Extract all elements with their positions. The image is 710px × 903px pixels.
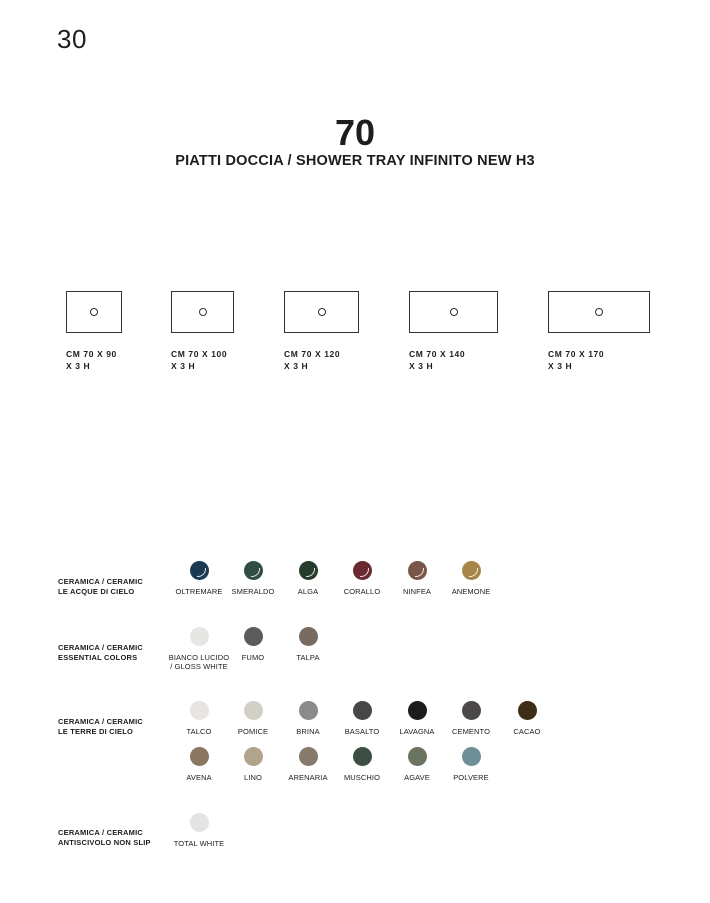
- color-name: AVENA: [186, 773, 212, 782]
- color-name: TALPA: [296, 653, 320, 662]
- tray-drawing-70x140: [409, 291, 498, 333]
- finish-group-label: CERAMICA / CERAMIC ANTISCIVOLO NON SLIP: [58, 828, 151, 847]
- color-dot: [190, 747, 209, 766]
- color-name: CORALLO: [343, 587, 381, 596]
- color-swatch: [431, 561, 511, 596]
- tray-size-label: CM 70 X 120 X 3 H: [284, 349, 341, 371]
- model-code: 70: [334, 112, 376, 153]
- color-name: CEMENTO: [451, 727, 491, 736]
- color-name: NINFEA: [402, 587, 432, 596]
- color-name: TOTAL WHITE: [173, 839, 225, 848]
- color-name: BASALTO: [344, 727, 380, 736]
- color-name: BIANCO LUCIDO / GLOSS WHITE: [168, 653, 230, 671]
- tray-drawing-70x170: [548, 291, 650, 333]
- color-dot: [518, 701, 537, 720]
- tray-size-label: CM 70 X 100 X 3 H: [171, 349, 228, 371]
- color-name: BRINA: [296, 727, 320, 736]
- color-swatch: [431, 747, 511, 782]
- color-dot: [244, 747, 263, 766]
- color-swatch: [268, 627, 348, 662]
- drain-icon: [595, 308, 603, 316]
- color-name: ALGA: [297, 587, 319, 596]
- color-dot: [462, 561, 481, 580]
- color-dot: [353, 701, 372, 720]
- tray-drawing-70x100: [171, 291, 234, 333]
- color-name: LAVAGNA: [399, 727, 435, 736]
- page-title: PIATTI DOCCIA / SHOWER TRAY INFINITO NEW H3: [175, 153, 535, 169]
- color-dot: [244, 627, 263, 646]
- finish-group-label: CERAMICA / CERAMIC LE TERRE DI CIELO: [58, 717, 143, 736]
- color-dot: [244, 701, 263, 720]
- color-swatch: [159, 813, 239, 848]
- drain-icon: [90, 308, 98, 316]
- color-name: FUMO: [241, 653, 265, 662]
- color-name: POLVERE: [453, 773, 489, 782]
- color-dot: [190, 561, 209, 580]
- color-dot: [190, 701, 209, 720]
- color-dot: [299, 561, 318, 580]
- tray-size-label: CM 70 X 140 X 3 H: [409, 349, 466, 371]
- drain-icon: [318, 308, 326, 316]
- finish-group-label: CERAMICA / CERAMIC LE ACQUE DI CIELO: [58, 577, 143, 596]
- page-number: 30: [57, 24, 87, 54]
- color-dot: [299, 747, 318, 766]
- color-name: ANEMONE: [451, 587, 491, 596]
- color-dot: [299, 627, 318, 646]
- tray-drawing-70x90: [66, 291, 122, 333]
- tray-size-label: CM 70 X 170 X 3 H: [548, 349, 605, 371]
- color-name: AGAVE: [404, 773, 430, 782]
- tray-drawing-70x120: [284, 291, 359, 333]
- color-dot: [408, 701, 427, 720]
- color-name: OLTREMARE: [175, 587, 223, 596]
- drain-icon: [199, 308, 207, 316]
- color-dot: [353, 561, 372, 580]
- color-swatch: [487, 701, 567, 736]
- color-name: TALCO: [186, 727, 212, 736]
- color-dot: [408, 561, 427, 580]
- color-dot: [299, 701, 318, 720]
- color-name: POMICE: [237, 727, 269, 736]
- color-dot: [462, 701, 481, 720]
- drain-icon: [450, 308, 458, 316]
- color-name: ARENARIA: [288, 773, 328, 782]
- color-name: LINO: [244, 773, 262, 782]
- color-dot: [190, 813, 209, 832]
- color-name: MUSCHIO: [343, 773, 381, 782]
- color-name: CACAO: [513, 727, 541, 736]
- finish-group-label: CERAMICA / CERAMIC ESSENTIAL COLORS: [58, 643, 143, 662]
- tray-size-label: CM 70 X 90 X 3 H: [66, 349, 117, 371]
- color-dot: [462, 747, 481, 766]
- color-dot: [408, 747, 427, 766]
- color-name: SMERALDO: [231, 587, 275, 596]
- color-dot: [244, 561, 263, 580]
- color-dot: [190, 627, 209, 646]
- color-dot: [353, 747, 372, 766]
